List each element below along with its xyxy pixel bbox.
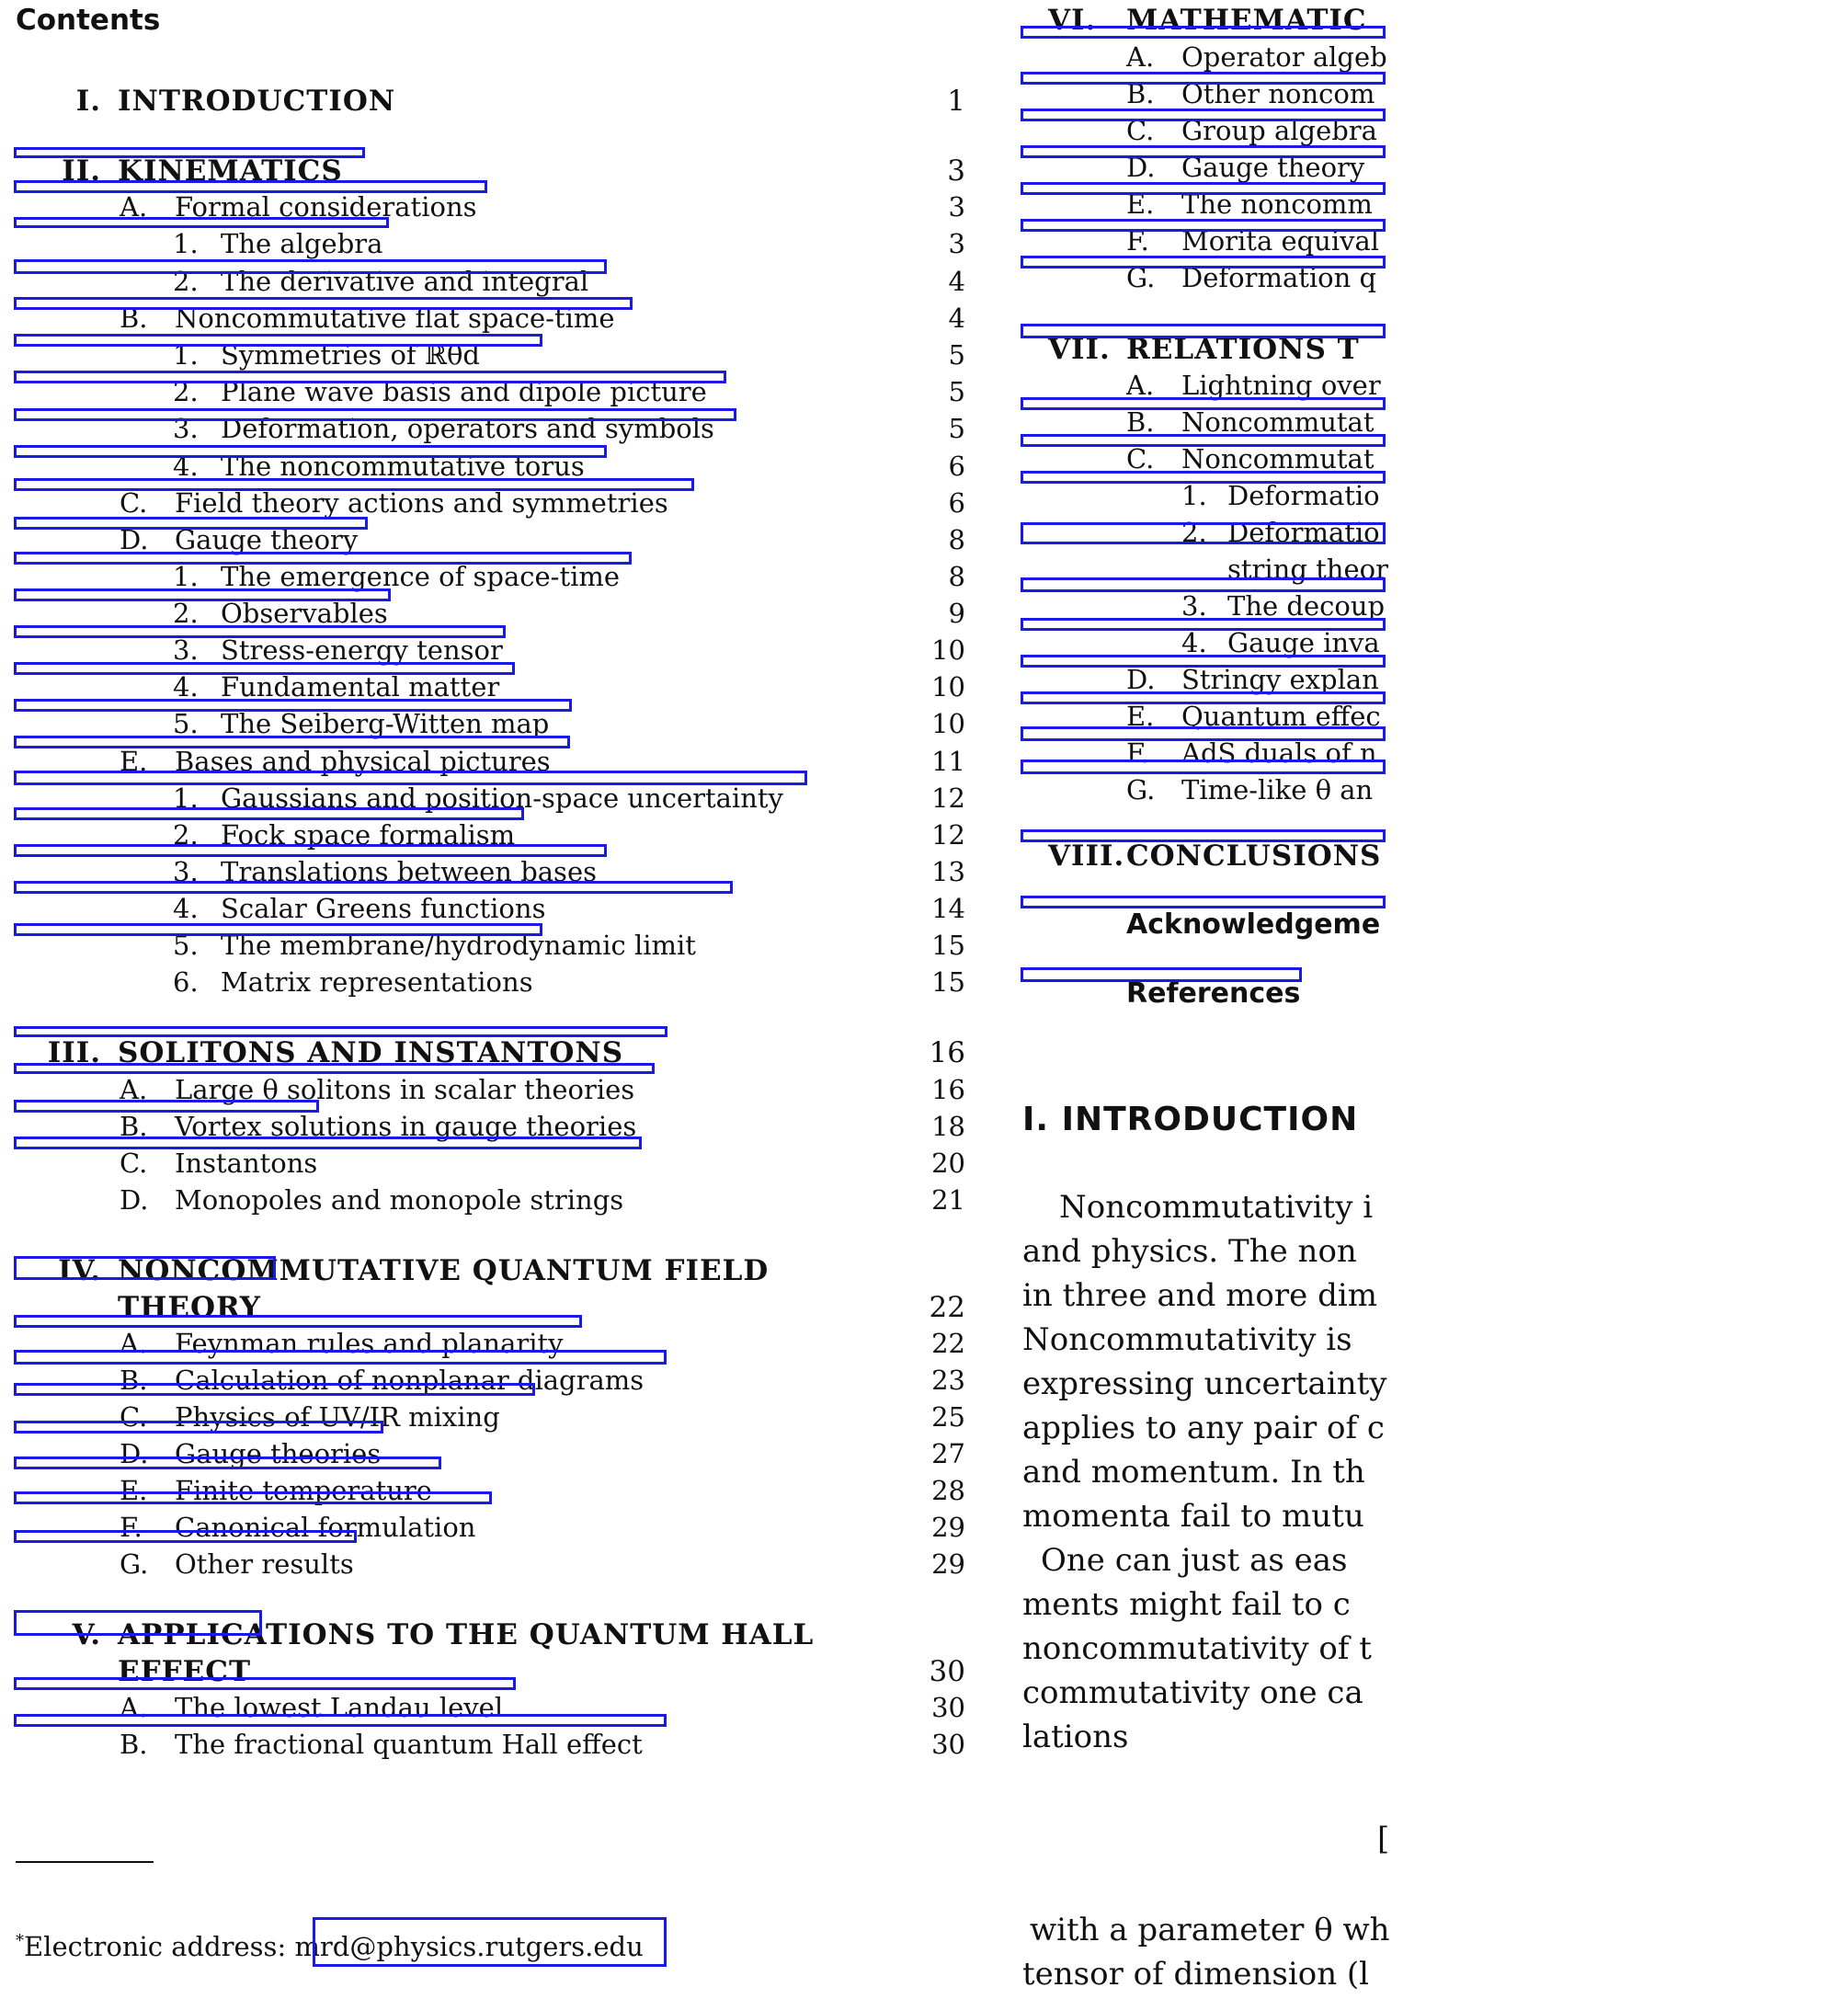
toc-entry[interactable] — [0, 487, 975, 524]
toc-entry-page: 13 — [931, 856, 965, 887]
toc-entry[interactable] — [0, 228, 975, 265]
toc-entry-title: The noncommutative torus — [221, 451, 585, 482]
toc-entry-title: Translations between bases — [221, 856, 597, 887]
toc-entry-number: D. — [1126, 152, 1156, 183]
toc-entry[interactable] — [1021, 977, 1848, 1014]
toc-entry-title: Operator algeb — [1181, 41, 1387, 73]
introduction-text-line: commutativity one ca — [1022, 1674, 1363, 1711]
toc-entry-number: B. — [120, 1365, 148, 1396]
toc-entry-page: 12 — [931, 819, 965, 851]
toc-entry-title: Deformatio — [1227, 517, 1380, 548]
toc-entry-title: Other noncom — [1181, 78, 1375, 109]
section-heading-introduction: I. INTRODUCTION — [1022, 1101, 1359, 1138]
toc-entry-page: 10 — [931, 634, 965, 666]
toc-entry-number: 5. — [173, 930, 199, 961]
toc-entry-title: Vortex solutions in gauge theories — [175, 1111, 637, 1142]
toc-entry-title: Stringy explan — [1181, 664, 1379, 695]
toc-entry-number: C. — [120, 487, 148, 519]
toc-entry[interactable] — [1021, 664, 1848, 701]
toc-entry-title: The noncomm — [1181, 188, 1373, 220]
toc-entry-number: E. — [120, 746, 148, 777]
toc-entry-title: Gauge theories — [175, 1438, 382, 1469]
toc-entry-page: 30 — [931, 1692, 965, 1723]
toc-entry-number: B. — [120, 1111, 148, 1142]
footnote-marker: * — [16, 1931, 24, 1951]
toc-entry[interactable] — [0, 856, 975, 893]
toc-entry-number: 4. — [173, 671, 199, 703]
toc-entry[interactable] — [1021, 737, 1848, 774]
introduction-text-line: applies to any pair of c — [1022, 1410, 1385, 1446]
introduction-text-line: [ — [1377, 1821, 1390, 1857]
toc-entry-title: Deformatio — [1227, 480, 1380, 511]
toc-entry-title: The lowest Landau level — [175, 1692, 504, 1723]
toc-entry-number: D. — [120, 1438, 149, 1469]
toc-entry-number: 4. — [173, 893, 199, 924]
toc-entry-page: 12 — [931, 782, 965, 814]
toc-entry-number: G. — [120, 1548, 149, 1580]
toc-entry-page: 3 — [948, 228, 965, 259]
toc-entry-title: Lightning over — [1181, 370, 1381, 401]
toc-entry[interactable] — [0, 893, 975, 930]
toc-entry-title: The fractional quantum Hall effect — [175, 1729, 643, 1760]
toc-entry-page: 25 — [931, 1401, 965, 1433]
toc-entry-number: G. — [1126, 262, 1156, 293]
toc-entry-page: 27 — [931, 1438, 965, 1469]
toc-entry-number: 2. — [1181, 517, 1207, 548]
toc-entry[interactable] — [0, 154, 975, 191]
toc-entry[interactable] — [0, 708, 975, 745]
toc-entry[interactable] — [1021, 443, 1848, 480]
toc-entry-title: Symmetries of ℝθd — [221, 339, 480, 371]
toc-entry-page: 18 — [931, 1111, 965, 1142]
toc-entry[interactable] — [1021, 406, 1848, 443]
toc-entry-page: 6 — [948, 487, 965, 519]
toc-entry-title: Fock space formalism — [221, 819, 516, 851]
toc-entry-title: Monopoles and monopole strings — [175, 1184, 624, 1216]
toc-entry-page: 22 — [931, 1328, 965, 1359]
toc-entry-title: Acknowledgeme — [1126, 908, 1381, 941]
toc-entry-page: 28 — [931, 1475, 965, 1506]
introduction-text-line: and momentum. In th — [1022, 1454, 1365, 1491]
toc-entry-number: 2. — [173, 266, 199, 297]
toc-entry-page: 22 — [929, 1291, 965, 1324]
toc-entry-title: Finite temperature — [175, 1475, 432, 1506]
toc-entry[interactable] — [0, 266, 975, 303]
toc-entry-number: 3. — [173, 856, 199, 887]
toc-entry[interactable] — [0, 1548, 975, 1585]
toc-entry-title: Morita equival — [1181, 225, 1380, 257]
contents-heading: Contents — [16, 4, 161, 37]
toc-entry-page: 3 — [948, 191, 965, 223]
toc-entry-title: Gauge inva — [1227, 627, 1380, 658]
toc-entry-title: Field theory actions and symmetries — [175, 487, 668, 519]
introduction-text-line: tensor of dimension (l — [1022, 1956, 1370, 1993]
toc-entry[interactable] — [0, 930, 975, 966]
toc-entry-page: 6 — [948, 451, 965, 482]
toc-entry-page: 21 — [931, 1184, 965, 1216]
toc-entry-title: The emergence of space-time — [221, 561, 621, 592]
toc-entry-number: 2. — [173, 598, 199, 629]
toc-entry-number: A. — [1126, 370, 1155, 401]
toc-entry-page: 29 — [931, 1548, 965, 1580]
toc-entry-number: VII. — [1048, 333, 1111, 366]
toc-entry-title: Time-like θ an — [1181, 774, 1374, 805]
introduction-text-line: noncommutativity of t — [1022, 1630, 1372, 1667]
toc-entry[interactable] — [0, 85, 975, 121]
footnote-rule — [16, 1861, 154, 1863]
toc-entry[interactable] — [1021, 908, 1848, 945]
introduction-text-line: Noncommutativity i — [1059, 1189, 1374, 1226]
toc-entry-page: 11 — [931, 746, 965, 777]
toc-entry-title: CONCLUSIONS — [1126, 840, 1382, 873]
toc-entry-title: Stress-energy tensor — [221, 634, 503, 666]
toc-entry-page: 30 — [931, 1729, 965, 1760]
toc-entry-number: 4. — [1181, 627, 1207, 658]
introduction-text-line: with a parameter θ wh — [1030, 1912, 1390, 1948]
toc-entry-title: APPLICATIONS TO THE QUANTUM HALL — [118, 1618, 815, 1651]
toc-entry[interactable] — [0, 598, 975, 634]
toc-entry-title: The membrane/hydrodynamic limit — [221, 930, 696, 961]
toc-entry-number: B. — [120, 1729, 148, 1760]
toc-entry-page: 3 — [947, 154, 965, 188]
toc-entry[interactable] — [0, 1655, 975, 1692]
toc-entry[interactable] — [0, 1692, 975, 1729]
toc-entry-page: 30 — [929, 1655, 965, 1688]
toc-entry-number: B. — [120, 303, 148, 334]
toc-entry-page: 8 — [948, 561, 965, 592]
toc-entry-title: Gaussians and position-space uncertainty — [221, 782, 783, 814]
toc-entry-page: 5 — [948, 339, 965, 371]
toc-entry-title: RELATIONS T — [1126, 333, 1360, 366]
toc-entry-page: 16 — [929, 1036, 965, 1069]
introduction-text-line: ments might fail to c — [1022, 1586, 1351, 1623]
toc-entry-number: E. — [1126, 188, 1155, 220]
toc-entry[interactable] — [1021, 590, 1848, 627]
toc-entry-page: 14 — [931, 893, 965, 924]
toc-entry-number: 1. — [173, 228, 199, 259]
email-link[interactable]: mrd@physics.rutgers.edu — [294, 1931, 644, 1962]
toc-entry[interactable] — [0, 561, 975, 598]
toc-entry[interactable] — [0, 1618, 975, 1655]
toc-entry-number: 5. — [173, 708, 199, 739]
toc-entry[interactable] — [0, 376, 975, 413]
toc-entry-page: 10 — [931, 708, 965, 739]
toc-entry-title: Noncommutative flat space-time — [175, 303, 615, 334]
toc-entry-number: III. — [47, 1036, 101, 1069]
toc-entry-title: Scalar Greens functions — [221, 893, 546, 924]
toc-entry-title: Gauge theory — [1181, 152, 1365, 183]
toc-entry-number: F. — [1126, 225, 1149, 257]
toc-entry-page: 9 — [948, 598, 965, 629]
toc-entry-page: 15 — [931, 930, 965, 961]
toc-entry[interactable] — [0, 1328, 975, 1365]
toc-entry-number: 4. — [173, 451, 199, 482]
toc-entry-title: THEORY — [118, 1291, 261, 1324]
toc-entry[interactable] — [0, 524, 975, 561]
toc-entry-title: References — [1126, 977, 1301, 1010]
toc-entry-page: 5 — [948, 376, 965, 407]
toc-entry[interactable] — [0, 1291, 975, 1328]
toc-entry[interactable] — [0, 1475, 975, 1512]
toc-entry-title: Deformation q — [1181, 262, 1377, 293]
toc-entry[interactable] — [0, 966, 975, 1003]
toc-entry-title: The algebra — [221, 228, 383, 259]
toc-entry-number: V. — [72, 1618, 101, 1651]
toc-entry[interactable] — [1021, 627, 1848, 664]
toc-entry-title: NONCOMMUTATIVE QUANTUM FIELD — [118, 1254, 770, 1287]
toc-entry-page: 20 — [931, 1148, 965, 1179]
toc-entry-number: A. — [120, 1074, 148, 1105]
toc-entry[interactable] — [1021, 370, 1848, 406]
toc-entry-number: VIII. — [1048, 840, 1125, 873]
toc-entry-number: 3. — [173, 413, 199, 444]
toc-entry-title: Large θ solitons in scalar theories — [175, 1074, 635, 1105]
toc-entry[interactable] — [1021, 115, 1848, 152]
toc-entry-number: 1. — [173, 782, 199, 814]
toc-entry[interactable] — [0, 1111, 975, 1148]
toc-entry[interactable] — [1021, 517, 1848, 554]
toc-entry[interactable] — [0, 1365, 975, 1401]
toc-entry[interactable] — [0, 1254, 975, 1291]
toc-entry-title: The derivative and integral — [221, 266, 589, 297]
toc-entry-number: A. — [1126, 41, 1155, 73]
toc-entry-number: 1. — [173, 339, 199, 371]
toc-entry-number: C. — [120, 1401, 148, 1433]
toc-entry-title: Physics of UV/IR mixing — [175, 1401, 500, 1433]
toc-entry-number: IV. — [58, 1254, 101, 1287]
toc-entry-title: Plane wave basis and dipole picture — [221, 376, 707, 407]
toc-entry[interactable] — [1021, 554, 1848, 590]
toc-entry-number: I. — [75, 85, 101, 118]
introduction-text-line: in three and more dim — [1022, 1277, 1377, 1314]
toc-entry-page: 4 — [948, 266, 965, 297]
toc-entry-title: Observables — [221, 598, 388, 629]
toc-entry-number: D. — [120, 524, 149, 555]
toc-entry-page: 23 — [931, 1365, 965, 1396]
toc-entry-title: The Seiberg-Witten map — [221, 708, 550, 739]
toc-entry-title: AdS duals of n — [1181, 737, 1377, 769]
toc-entry-title: Formal considerations — [175, 191, 477, 223]
toc-entry[interactable] — [1021, 333, 1848, 370]
toc-entry-title: Other results — [175, 1548, 354, 1580]
toc-entry[interactable] — [0, 1729, 975, 1765]
toc-entry[interactable] — [1021, 840, 1848, 876]
toc-entry-number: F. — [120, 1512, 143, 1543]
toc-entry-title: Matrix representations — [221, 966, 533, 998]
toc-entry-title: Bases and physical pictures — [175, 746, 551, 777]
toc-entry-page: 29 — [931, 1512, 965, 1543]
toc-entry-number: C. — [1126, 443, 1155, 474]
toc-entry-number: D. — [1126, 664, 1156, 695]
toc-entry-title: SOLITONS AND INSTANTONS — [118, 1036, 624, 1069]
toc-entry-title: Noncommutat — [1181, 443, 1375, 474]
toc-entry-number: E. — [120, 1475, 148, 1506]
toc-entry-title: INTRODUCTION — [118, 85, 396, 118]
toc-entry-page: 16 — [931, 1074, 965, 1105]
toc-entry-number: A. — [120, 1328, 148, 1359]
toc-entry-title: Quantum effec — [1181, 701, 1381, 732]
toc-entry-number: E. — [1126, 701, 1155, 732]
toc-entry[interactable] — [0, 1184, 975, 1221]
toc-entry-title: The decoup — [1227, 590, 1386, 622]
toc-entry-number: 1. — [1181, 480, 1207, 511]
toc-entry-page: 4 — [948, 303, 965, 334]
introduction-text-line: expressing uncertainty — [1022, 1365, 1387, 1402]
toc-entry-title: Canonical formulation — [175, 1512, 476, 1543]
toc-entry-title: Group algebra — [1181, 115, 1377, 146]
toc-entry[interactable] — [0, 819, 975, 856]
toc-entry[interactable] — [0, 1512, 975, 1548]
toc-entry[interactable] — [0, 1401, 975, 1438]
toc-entry[interactable] — [0, 339, 975, 376]
introduction-text-line: Noncommutativity is — [1022, 1321, 1352, 1358]
toc-entry-number: VI. — [1048, 4, 1097, 37]
toc-entry-number: 2. — [173, 819, 199, 851]
toc-entry[interactable] — [1021, 41, 1848, 78]
toc-entry[interactable] — [1021, 480, 1848, 517]
toc-entry-number: 2. — [173, 376, 199, 407]
toc-entry-number: A. — [120, 191, 148, 223]
introduction-text-line: One can just as eas — [1041, 1542, 1348, 1579]
toc-entry[interactable] — [0, 451, 975, 487]
toc-entry-title: Instantons — [175, 1148, 318, 1179]
toc-entry-number: 6. — [173, 966, 199, 998]
toc-entry-page: 1 — [947, 85, 965, 118]
toc-entry-number: D. — [120, 1184, 149, 1216]
introduction-text-line: and physics. The non — [1022, 1233, 1357, 1270]
toc-entry[interactable] — [0, 746, 975, 782]
toc-entry-number: A. — [120, 1692, 148, 1723]
toc-entry[interactable] — [1021, 188, 1848, 225]
toc-entry[interactable] — [0, 303, 975, 339]
introduction-text-line: lations — [1022, 1719, 1129, 1755]
toc-entry[interactable] — [1021, 225, 1848, 262]
toc-entry[interactable] — [0, 1438, 975, 1475]
toc-entry[interactable] — [0, 671, 975, 708]
toc-entry[interactable] — [0, 634, 975, 671]
toc-entry-title: EFFECT — [118, 1655, 252, 1688]
toc-entry[interactable] — [1021, 4, 1848, 40]
toc-entry-number: II. — [62, 154, 101, 188]
toc-entry-title: Feynman rules and planarity — [175, 1328, 564, 1359]
toc-entry[interactable] — [1021, 774, 1848, 811]
toc-entry-number: C. — [1126, 115, 1155, 146]
toc-entry[interactable] — [0, 1148, 975, 1184]
toc-entry-title: Noncommutat — [1181, 406, 1375, 438]
toc-entry-page: 15 — [931, 966, 965, 998]
toc-entry-number: G. — [1126, 774, 1156, 805]
toc-entry-number: 1. — [173, 561, 199, 592]
toc-entry-page: 10 — [931, 671, 965, 703]
toc-entry-number: B. — [1126, 406, 1155, 438]
toc-entry-page: 5 — [948, 413, 965, 444]
toc-entry-number: C. — [120, 1148, 148, 1179]
toc-entry-number: F. — [1126, 737, 1149, 769]
toc-entry[interactable] — [0, 413, 975, 450]
toc-entry[interactable] — [0, 1036, 975, 1073]
toc-entry-number: B. — [1126, 78, 1155, 109]
toc-entry-title: Gauge theory — [175, 524, 359, 555]
toc-entry-page: 8 — [948, 524, 965, 555]
email-link-box[interactable] — [313, 1917, 667, 1967]
introduction-text-line: momenta fail to mutu — [1022, 1498, 1364, 1535]
toc-entry[interactable] — [0, 782, 975, 819]
toc-entry-title: Deformation, operators and symbols — [221, 413, 714, 444]
toc-entry-title: Fundamental matter — [221, 671, 500, 703]
toc-entry-number: 3. — [1181, 590, 1207, 622]
toc-entry[interactable] — [1021, 78, 1848, 115]
toc-entry-title: KINEMATICS — [118, 154, 343, 188]
toc-entry[interactable] — [1021, 262, 1848, 299]
toc-entry-number: 3. — [173, 634, 199, 666]
toc-entry[interactable] — [1021, 152, 1848, 188]
toc-entry[interactable] — [1021, 701, 1848, 737]
toc-entry-title: MATHEMATIC — [1126, 4, 1367, 37]
toc-entry[interactable] — [0, 1074, 975, 1111]
toc-entry-title: string theor — [1227, 554, 1388, 585]
footnote-text: Electronic address: — [24, 1931, 295, 1962]
toc-entry[interactable] — [0, 191, 975, 228]
toc-entry-title: Calculation of nonplanar diagrams — [175, 1365, 645, 1396]
